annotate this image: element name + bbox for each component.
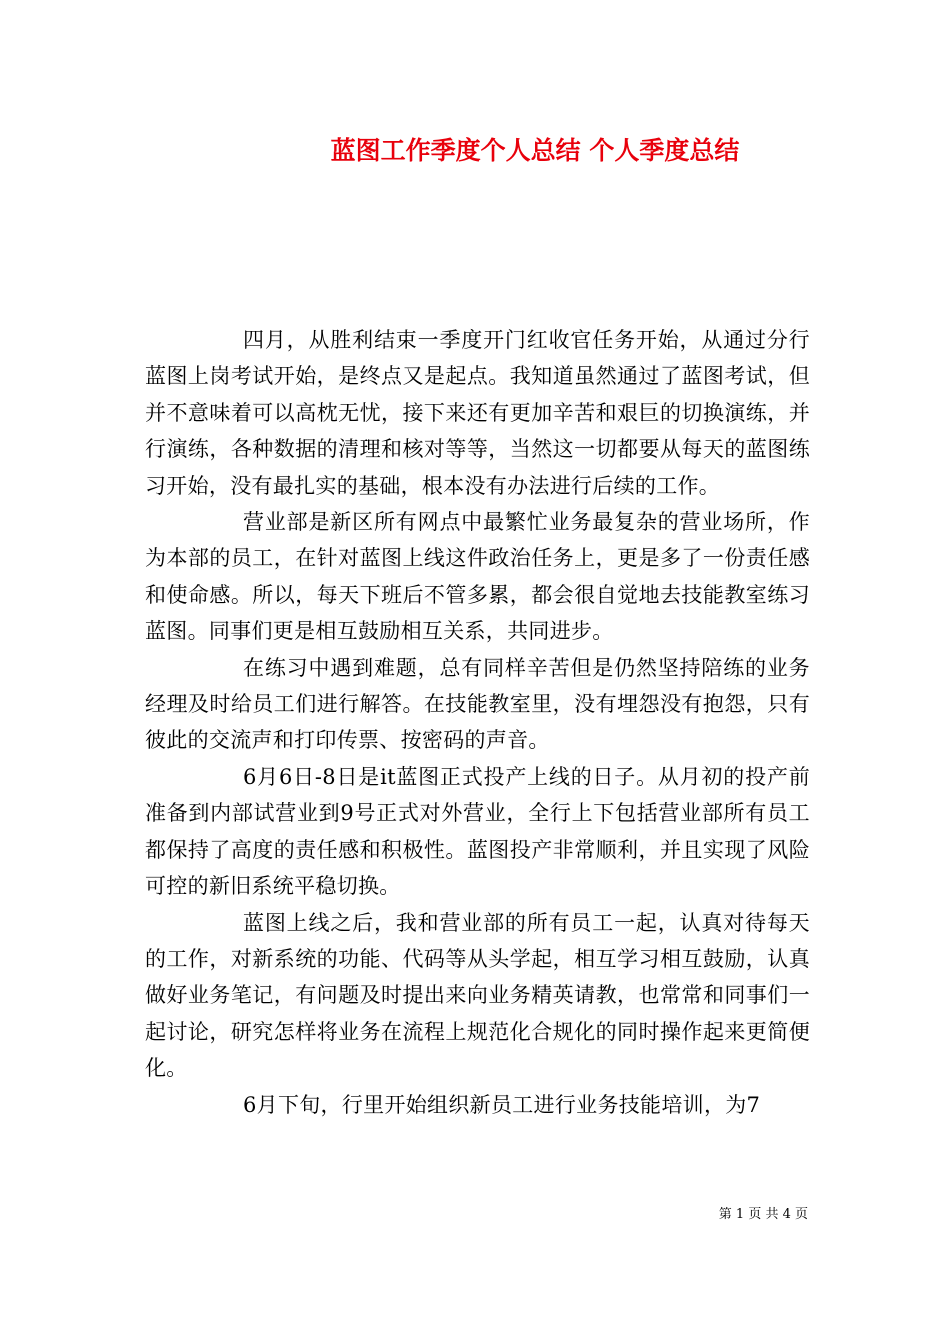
document-title: 蓝图工作季度个人总结 个人季度总结	[330, 136, 740, 165]
paragraph-4: 6月6日-8日是it蓝图正式投产上线的日子。从月初的投产前准备到内部试营业到9号正式对外营业，全行上下包括营业部所有员工都保持了高度的责任感和积极性。蓝图投产非常顺利，并且实现了风险可控的新旧系统平稳切换。	[145, 764, 810, 899]
page-number-footer: 第 1 页 共 4 页	[718, 1207, 808, 1222]
document-body	[145, 322, 810, 1123]
paragraph-5: 蓝图上线之后，我和营业部的所有员工一起，认真对待每天的工作，对新系统的功能、代码等从头学起，相互学习相互鼓励，认真做好业务笔记，有问题及时提出来向业务精英请教，也常常和同事们一起讨论，研究怎样将业务在流程上规范化合规化的同时操作起来更简便化。	[145, 910, 810, 1081]
paragraph-1: 四月，从胜利结束一季度开门红收官任务开始，从通过分行蓝图上岗考试开始，是终点又是起点。我知道虽然通过了蓝图考试，但并不意味着可以高枕无忧，接下来还有更加辛苦和艰巨的切换演练，并行演练，各种数据的清理和核对等等，当然这一切都要从每天的蓝图练习开始，没有最扎实的基础，根本没有办法进行后续的工作。	[145, 328, 810, 498]
paragraph-3: 在练习中遇到难题，总有同样辛苦但是仍然坚持陪练的业务经理及时给员工们进行解答。在技能教室里，没有埋怨没有抱怨，只有彼此的交流声和打印传票、按密码的声音。	[145, 655, 810, 753]
paragraph-2: 营业部是新区所有网点中最繁忙业务最复杂的营业场所，作为本部的员工，在针对蓝图上线这件政治任务上，更是多了一份责任感和使命感。所以，每天下班后不管多累，都会很自觉地去技能教室练习蓝图。同事们更是相互鼓励相互关系，共同进步。	[145, 510, 810, 644]
paragraph-6: 6月下旬，行里开始组织新员工进行业务技能培训，为7	[243, 1092, 761, 1117]
